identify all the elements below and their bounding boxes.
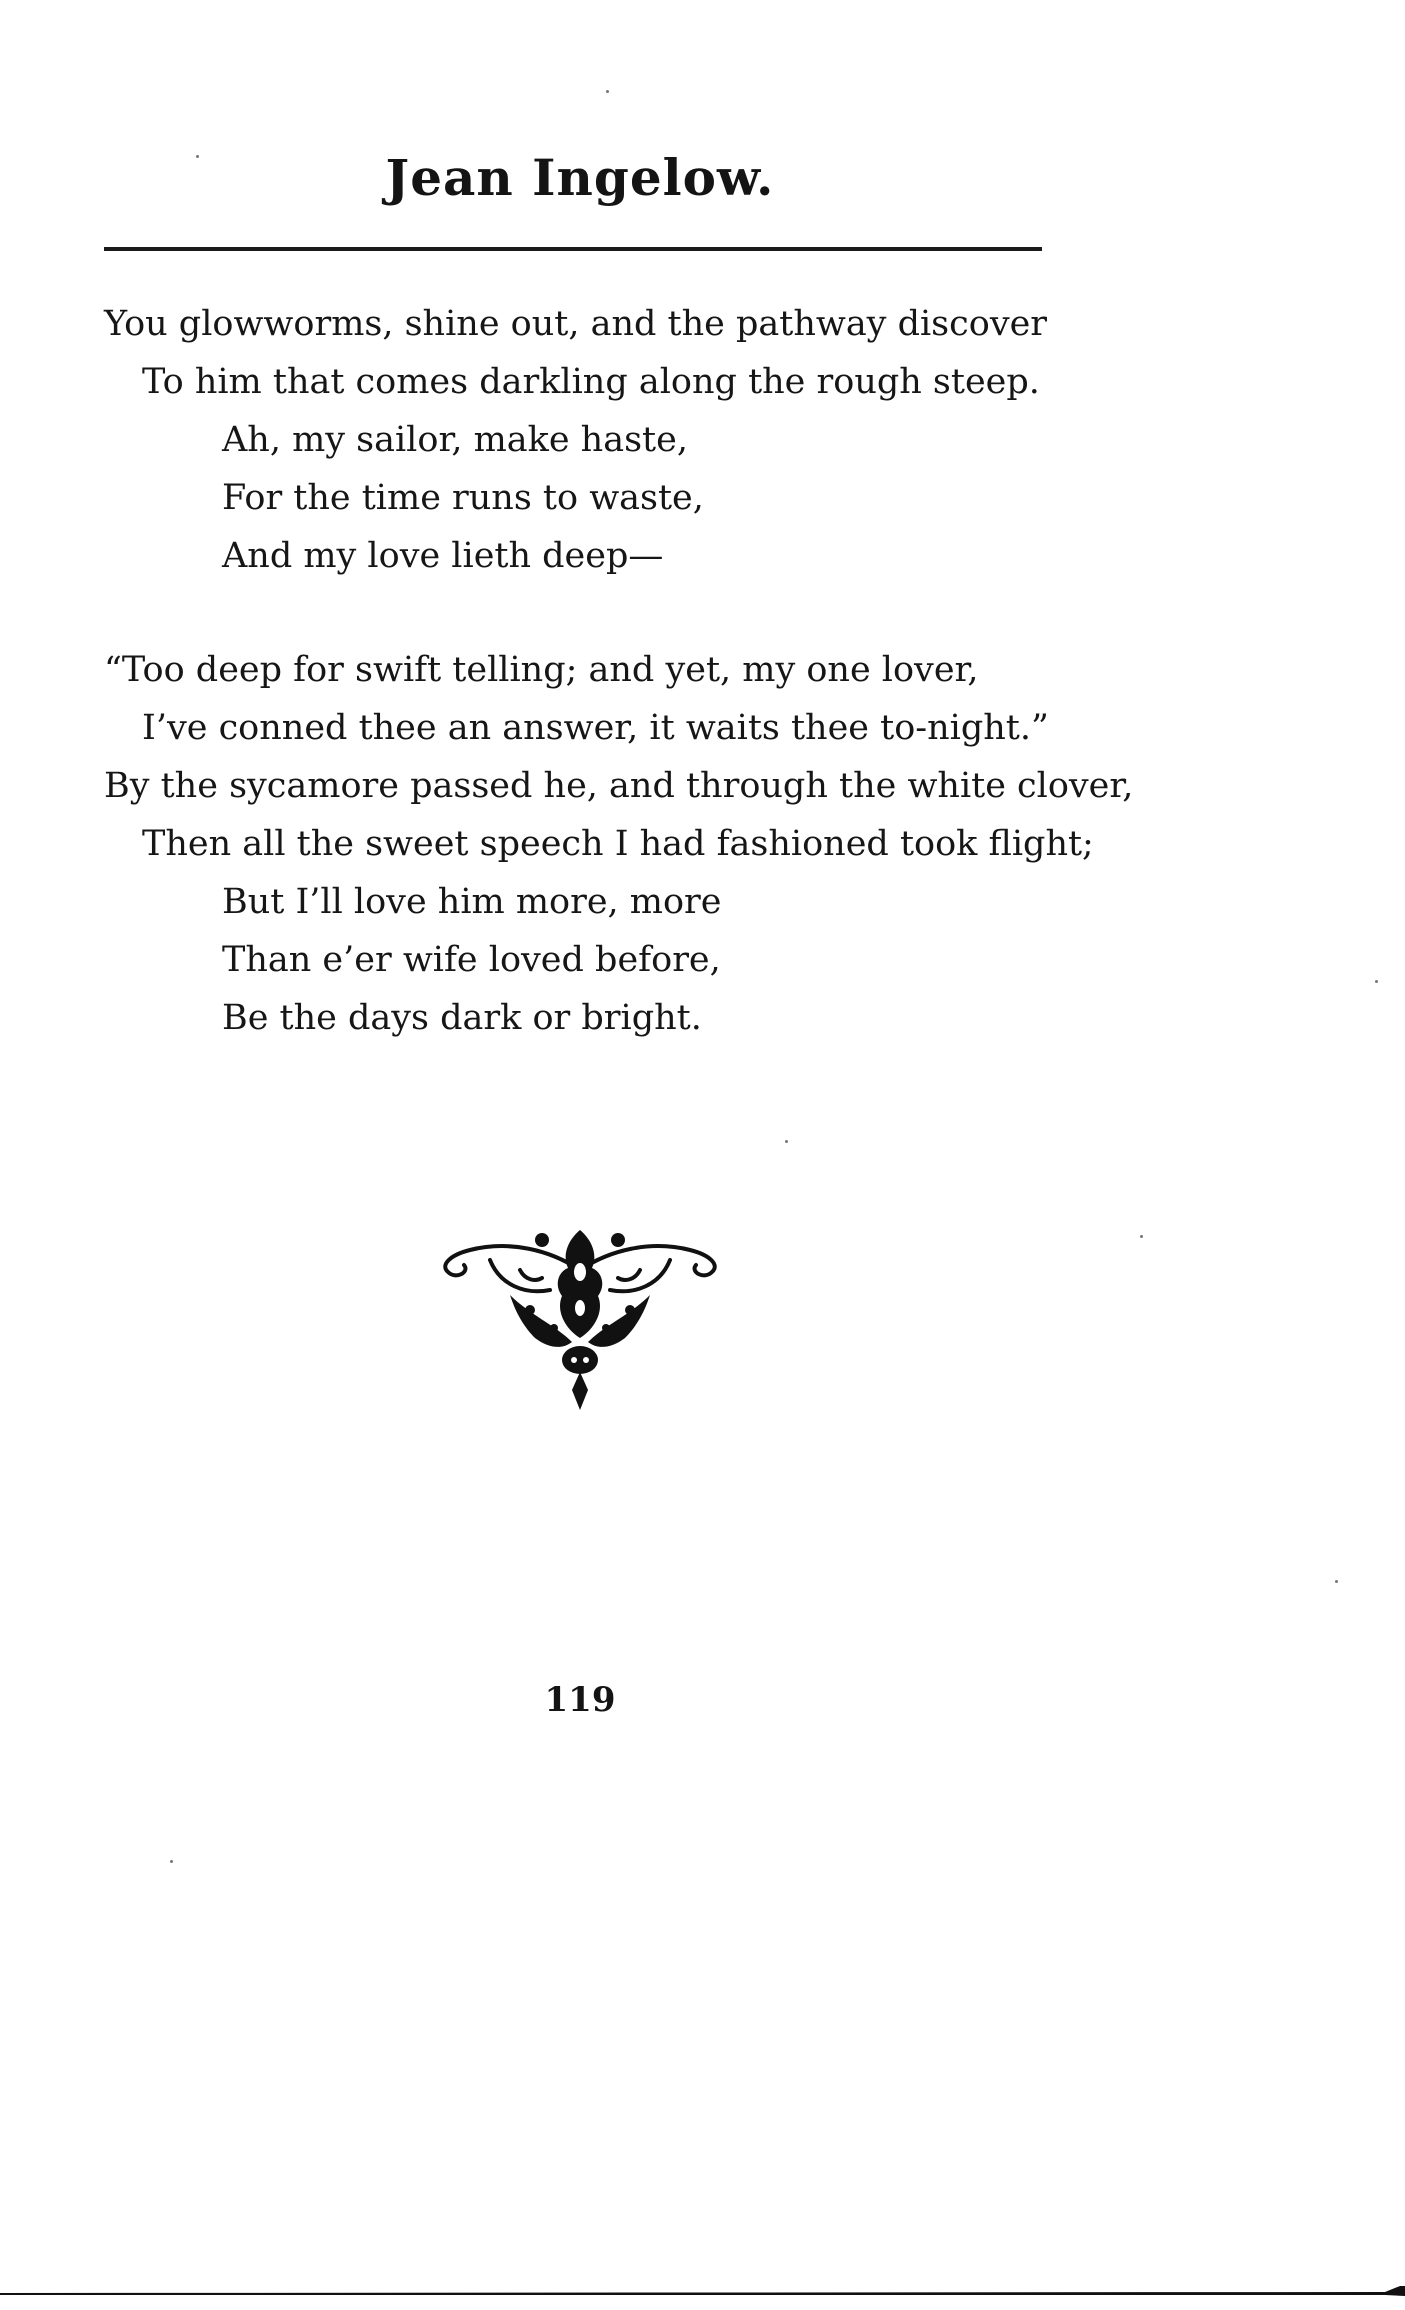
verse-line: To him that comes darkling along the rough steep.: [142, 362, 1040, 402]
verse-line: I’ve conned thee an answer, it waits thee to-night.”: [142, 708, 1049, 748]
floral-ornament-icon: [430, 1210, 730, 1430]
paper-speck: [170, 1860, 173, 1863]
verse-line: Then all the sweet speech I had fashioned took flight;: [142, 824, 1094, 864]
verse-line: But I’ll love him more, more: [222, 882, 722, 922]
verse-line: For the time runs to waste,: [222, 478, 704, 518]
paper-speck: [1335, 1580, 1338, 1583]
paper-speck: [606, 90, 609, 93]
verse-line: And my love lieth deep—: [222, 536, 664, 576]
header-rule: [104, 247, 1042, 251]
running-header-title: Jean Ingelow.: [385, 148, 775, 207]
verse-line: Than e’er wife loved before,: [222, 940, 721, 980]
verse-line: Ah, my sailor, make haste,: [222, 420, 688, 460]
bottom-rule: [0, 2284, 1405, 2298]
page-number: 119: [544, 1680, 616, 1720]
paper-speck: [1375, 980, 1378, 983]
verse-line: “Too deep for swift telling; and yet, my one lover,: [104, 650, 979, 690]
verse-line: Be the days dark or bright.: [222, 998, 702, 1038]
paper-speck: [785, 1140, 788, 1143]
verse-line: By the sycamore passed he, and through the white clover,: [104, 766, 1134, 806]
paper-speck: [196, 155, 199, 158]
verse-line: You glowworms, shine out, and the pathway discover: [104, 304, 1048, 344]
paper-speck: [1140, 1235, 1143, 1238]
